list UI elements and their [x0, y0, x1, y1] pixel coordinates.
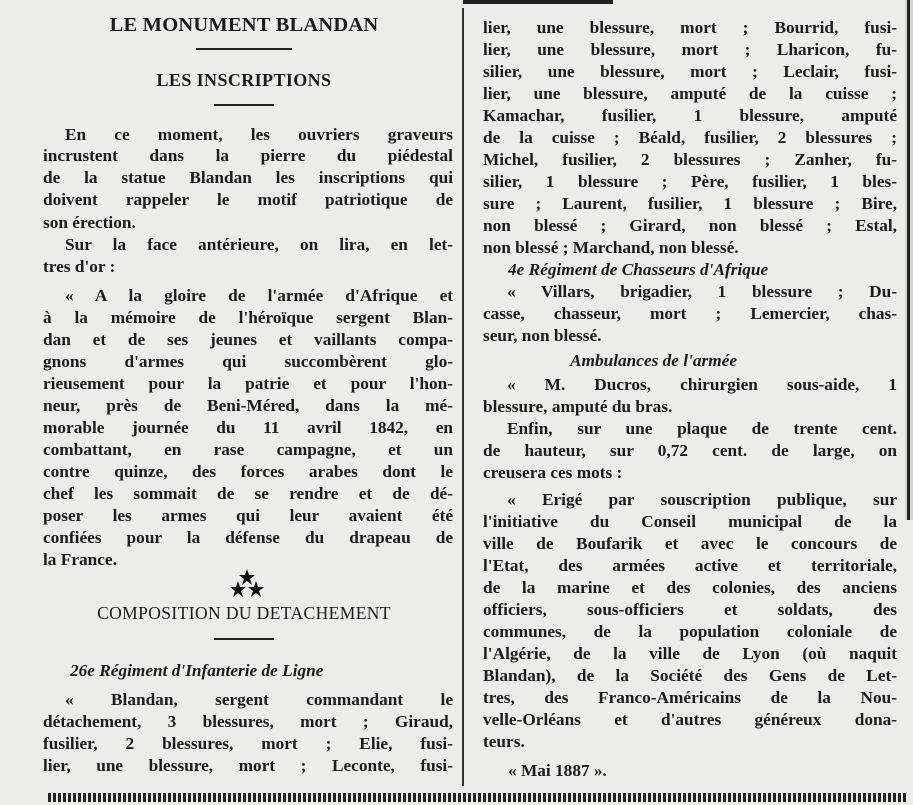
- stars-ornament: [230, 568, 264, 598]
- paragraph-line: son érection.: [43, 213, 136, 232]
- paragraph-line: non blessé ; Marchand, non blessé.: [483, 238, 739, 257]
- paragraph-line: Sur la face antérieure, on lira, en let-: [65, 235, 453, 254]
- paragraph-line: non blessé ; Girard, non blessé ; Estal,: [483, 216, 897, 235]
- paragraph-line: rieusement pour la patrie et pour l'hon-: [43, 374, 453, 393]
- section-title-inscriptions: LES INSCRIPTIONS: [156, 70, 332, 90]
- paragraph-line: tres d'or :: [43, 257, 116, 276]
- paragraph-line: lier, une blessure, mort ; Lharicon, fu-: [483, 40, 897, 59]
- paragraph-line: « A la gloire de l'armée d'Afrique et: [65, 286, 453, 305]
- paragraph-line: « Blandan, sergent commandant le: [65, 690, 453, 709]
- bottom-dotted-rule: [48, 793, 906, 802]
- date-line: « Mai 1887 ».: [508, 761, 607, 780]
- section-rule: [214, 104, 274, 106]
- paragraph-line: contre quinze, des forces arabes dont le: [43, 462, 453, 481]
- paragraph-line: l'Etat, des armées active et territoriale,: [483, 556, 897, 575]
- paragraph-line: teurs.: [483, 732, 525, 751]
- paragraph-line: Michel, fusilier, 2 blessures ; Zanher, fu-: [483, 150, 897, 169]
- paragraph-line: « M. Ducros, chirurgien sous-aide, 1: [507, 375, 897, 394]
- paragraph-line: fusilier, 2 blessures, mort ; Elie, fusi-: [43, 734, 453, 753]
- paragraph-line: seur, non blessé.: [483, 326, 602, 345]
- paragraph-line: sure ; Laurent, fusilier, 1 blessure ; Bire,: [483, 194, 897, 213]
- section-rule-2: [214, 638, 274, 640]
- paragraph-line: tres, des Franco-Américains de la Nou-: [483, 688, 897, 707]
- paragraph-line: doivent rappeler le motif patriotique de: [43, 190, 453, 209]
- top-edge-rule: [463, 0, 613, 4]
- paragraph-line: l'Algérie, de la ville de Lyon (où naquit: [483, 644, 897, 663]
- paragraph-line: Kamachar, fusilier, 1 blessure, amputé: [483, 106, 897, 125]
- paragraph-line: détachement, 3 blessures, mort ; Giraud,: [43, 712, 453, 731]
- article-title: LE MONUMENT BLANDAN: [109, 14, 379, 36]
- paragraph-line: lier, une blessure, amputé de la cuisse ;: [483, 84, 897, 103]
- paragraph-line: morable journée du 11 avril 1842, en: [43, 418, 453, 437]
- paragraph-line: confiées pour la défense du drapeau de: [43, 528, 453, 547]
- paragraph-line: neur, près de Beni-Méred, dans la mé-: [43, 396, 453, 415]
- ambulance-heading: Ambulances de l'armée: [570, 351, 738, 370]
- paragraph-line: combattant, en rase campagne, et un: [43, 440, 453, 459]
- paragraph-line: de hauteur, sur 0,72 cent. de large, on: [483, 441, 897, 460]
- paragraph-line: chef les sommait de se rendre et de dé-: [43, 484, 453, 503]
- paragraph-line: ville de Boufarik et avec le concours de: [483, 534, 897, 553]
- paragraph-line: « Erigé par souscription publique, sur: [507, 490, 897, 509]
- paragraph-line: gnons d'armes qui succombèrent glo-: [43, 352, 453, 371]
- paragraph-line: à la mémoire de l'héroïque sergent Blan-: [43, 308, 453, 327]
- paragraph-line: casse, chasseur, mort ; Lemercier, chas-: [483, 304, 897, 323]
- page-edge: [905, 0, 913, 520]
- regiment-heading: 4e Régiment de Chasseurs d'Afrique: [508, 260, 769, 279]
- section-title-composition: COMPOSITION DU DETACHEMENT: [97, 603, 391, 623]
- paragraph-line: dan et de ses jeunes et vaillants compa-: [43, 330, 453, 349]
- paragraph-line: Blandan), de la Société des Gens de Let-: [483, 666, 897, 685]
- regiment-heading: 26e Régiment d'Infanterie de Ligne: [70, 661, 324, 680]
- paragraph-line: poser les armes qui leur avaient été: [43, 506, 453, 525]
- column-divider: [462, 8, 464, 786]
- paragraph-line: de la statue Blandan les inscriptions qui: [43, 168, 453, 187]
- paragraph-line: officiers, sous-officiers et soldats, des: [483, 600, 897, 619]
- paragraph-line: l'initiative du Conseil municipal de la: [483, 512, 897, 531]
- paragraph-line: lier, une blessure, mort ; Leconte, fusi-: [43, 756, 453, 775]
- paragraph-line: de la cuisse ; Béald, fusilier, 2 blessures ;: [483, 128, 897, 147]
- paragraph-line: incrustent dans la pierre du piédestal: [43, 146, 453, 165]
- paragraph-line: creusera ces mots :: [483, 463, 623, 482]
- paragraph-line: velle-Orléans et d'autres généreux dona-: [483, 710, 897, 729]
- paragraph-line: « Villars, brigadier, 1 blessure ; Du-: [507, 282, 897, 301]
- paragraph-line: silier, une blessure, mort ; Leclair, fusi-: [483, 62, 897, 81]
- paragraph-line: la France.: [43, 550, 117, 569]
- paragraph-line: Enfin, sur une plaque de trente cent.: [507, 419, 897, 438]
- paragraph-line: lier, une blessure, mort ; Bourrid, fusi-: [483, 18, 897, 37]
- title-rule: [196, 48, 292, 50]
- paragraph-line: blessure, amputé du bras.: [483, 397, 673, 416]
- paragraph-line: de la marine et des colonies, des anciens: [483, 578, 897, 597]
- paragraph-line: communes, de la population coloniale de: [483, 622, 897, 641]
- paragraph-line: silier, 1 blessure ; Père, fusilier, 1 bles-: [483, 172, 897, 191]
- paragraph-line: En ce moment, les ouvriers graveurs: [65, 125, 453, 144]
